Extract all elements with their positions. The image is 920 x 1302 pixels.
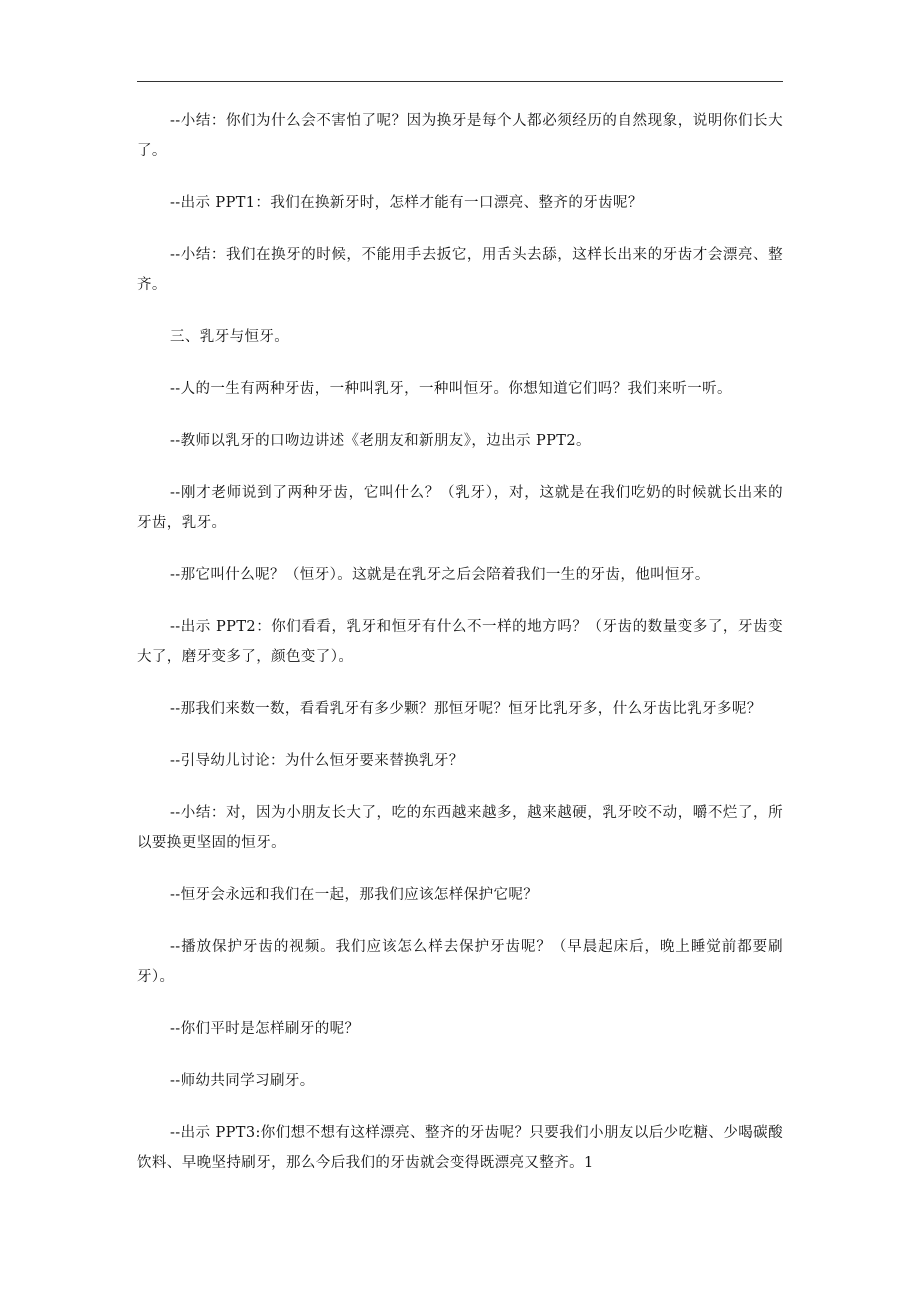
paragraph-summary-replace: --小结：对，因为小朋友长大了，吃的东西越来越多，越来越硬，乳牙咬不动，嚼不烂了，所以要换更坚固的恒牙。 [137,805,783,851]
paragraph-two-kinds-of-teeth: --人的一生有两种牙齿，一种叫乳牙，一种叫恒牙。你想知道它们吗？我们来听一听。 [170,381,732,397]
paragraph-teacher-story: --教师以乳牙的口吻边讲述《老朋友和新朋友》，边出示 PPT2。 [170,433,591,449]
header-rule [137,81,783,82]
paragraph-summary-no-touching: --小结：我们在换牙的时候，不能用手去扳它，用舌头去舔，这样长出来的牙齿才会漂亮、整齐。 [137,247,783,293]
paragraph-protect-question: --恒牙会永远和我们在一起，那我们应该怎样保护它呢？ [170,887,539,903]
paragraph-baby-teeth: --刚才老师说到了两种牙齿，它叫什么？（乳牙），对，这就是在我们吃奶的时候就长出来的牙齿，乳牙。 [137,485,783,531]
paragraph-discussion: --引导幼儿讨论：为什么恒牙要来替换乳牙？ [170,753,464,769]
section-heading-baby-permanent-teeth: 三、乳牙与恒牙。 [170,329,290,345]
paragraph-permanent-teeth: --那它叫什么呢？（恒牙）。这就是在乳牙之后会陪着我们一生的牙齿，他叫恒牙。 [170,567,710,583]
paragraph-learn-brushing: --师幼共同学习刷牙。 [170,1073,315,1089]
paragraph-ppt1: --出示 PPT1：我们在换新牙时，怎样才能有一口漂亮、整齐的牙齿呢？ [170,195,643,211]
paragraph-video: --播放保护牙齿的视频。我们应该怎么样去保护牙齿呢？（早晨起床后，晚上睡觉前都要刷牙）。 [137,939,783,985]
paragraph-brushing-question: --你们平时是怎样刷牙的呢？ [170,1021,360,1037]
paragraph-summary-not-afraid: --小结：你们为什么会不害怕了呢？因为换牙是每个人都必须经历的自然现象，说明你们长大了。 [137,113,783,159]
paragraph-ppt3: --出示 PPT3:你们想不想有这样漂亮、整齐的牙齿呢？只要我们小朋友以后少吃糖、少喝碳酸饮料、早晚坚持刷牙，那么今后我们的牙齿就会变得既漂亮又整齐。1 [137,1125,783,1171]
paragraph-ppt2-compare: --出示 PPT2：你们看看，乳牙和恒牙有什么不一样的地方吗？（牙齿的数量变多了，牙齿变大了，磨牙变多了，颜色变了）。 [137,619,783,665]
paragraph-count-teeth: --那我们来数一数，看看乳牙有多少颗？那恒牙呢？恒牙比乳牙多，什么牙齿比乳牙多呢？ [170,701,762,717]
document-body [137,106,783,1200]
